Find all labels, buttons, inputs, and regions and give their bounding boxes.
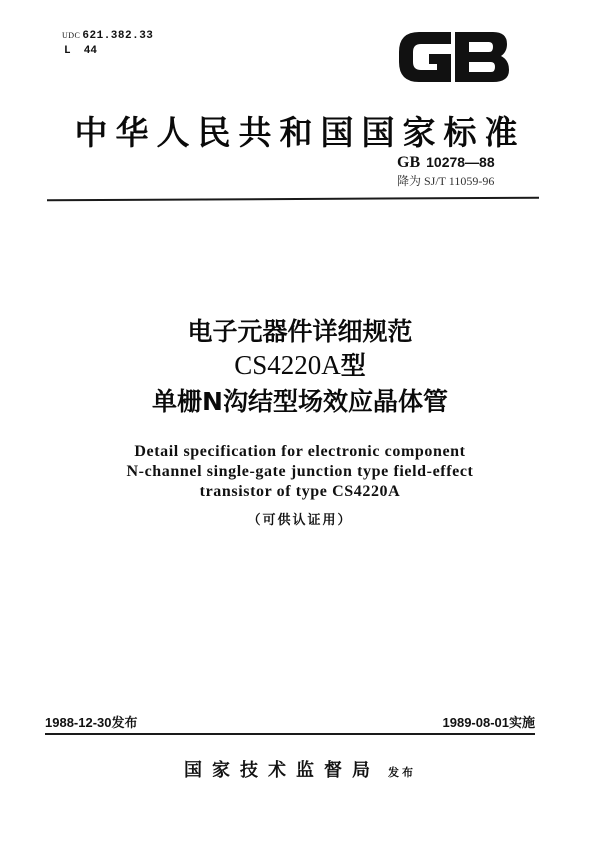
title-en-line1: Detail specification for electronic component	[134, 443, 466, 460]
udc-prefix: UDC	[62, 31, 81, 40]
issuer-organization: 国家技术监督局	[184, 760, 380, 781]
replaced-by-note: 降为 SJ/T 11059-96	[397, 174, 495, 188]
title-cn-line1: 电子元器件详细规范	[187, 317, 413, 346]
certification-note: （可供认证用）	[247, 513, 353, 528]
header-divider	[47, 197, 539, 202]
title-cn-line2	[0, 346, 600, 382]
udc-code	[62, 30, 153, 42]
model-suffix: 型	[340, 351, 366, 380]
standard-number	[397, 154, 495, 172]
title-en-line3: transistor of type CS4220A	[199, 483, 401, 500]
standard-prefix: GB	[397, 154, 421, 171]
model-number: CS4220A	[234, 350, 341, 380]
gb-logo-icon	[395, 28, 513, 86]
classification-code: L 44	[64, 45, 98, 57]
implementation-date: 1989-08-01实施	[442, 715, 535, 730]
national-standard-title: 中华人民共和国国家标准	[74, 113, 526, 152]
issuer	[0, 756, 600, 782]
title-cn-line3: 单栅N沟结型场效应晶体管	[152, 387, 448, 416]
footer-divider	[45, 733, 535, 735]
udc-value: 621.382.33	[82, 30, 154, 42]
standard-number-value: 10278—88	[426, 154, 495, 170]
issue-date: 1988-12-30发布	[45, 715, 138, 730]
issuer-action: 发布	[388, 766, 416, 779]
title-en-line2: N-channel single-gate junction type field-effect	[126, 463, 474, 480]
